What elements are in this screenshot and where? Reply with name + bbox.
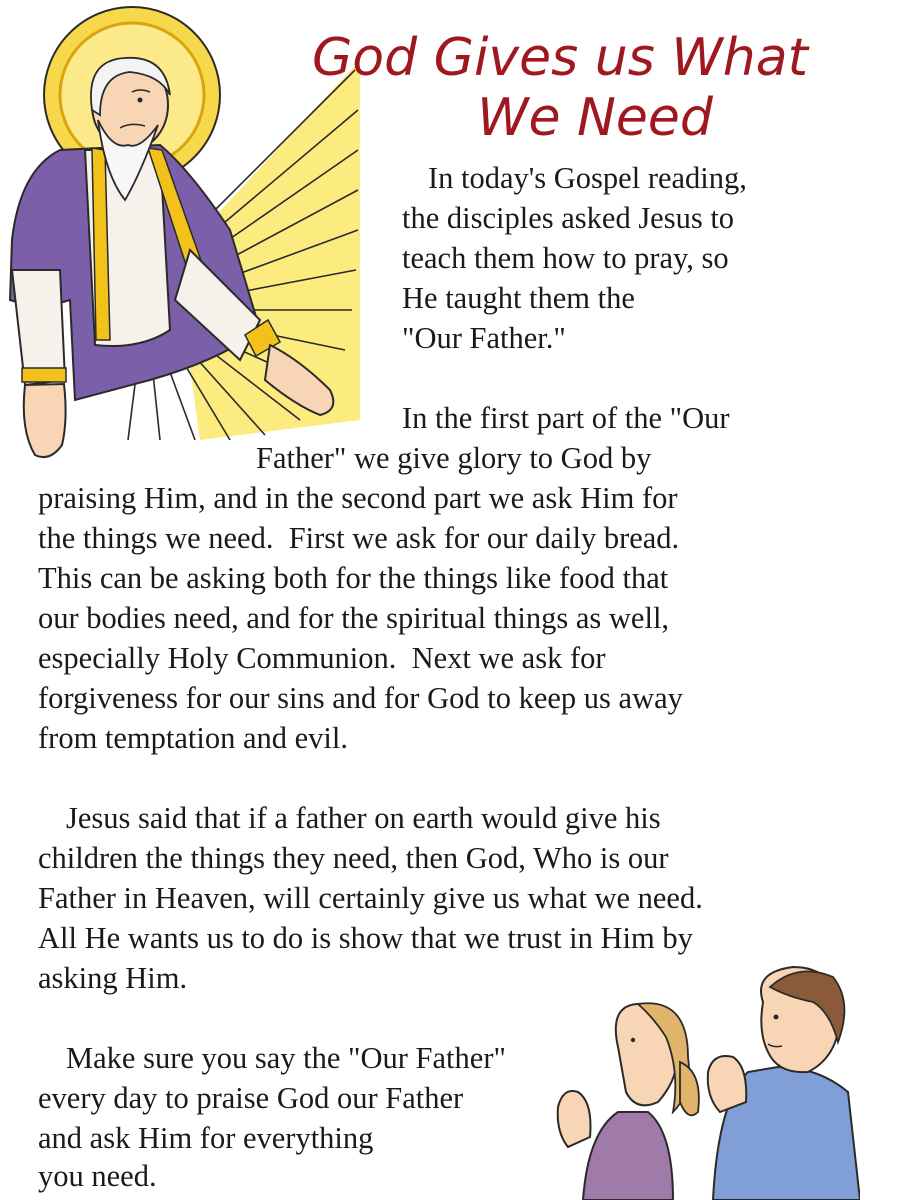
text-line: and ask Him for everything [38, 1121, 374, 1155]
praying-boy [708, 967, 860, 1200]
text-line: All He wants us to do is show that we trust in Him by [38, 921, 693, 955]
text-line: asking Him. [38, 961, 188, 995]
text-line: children the things they need, then God, Who is our [38, 841, 669, 875]
praying-girl [558, 1003, 699, 1200]
page-title-line-2: We Need [477, 88, 713, 148]
text-line: praising Him, and in the second part we ask Him for [38, 481, 678, 515]
text-line: He taught them the [402, 281, 635, 315]
text-line: "Our Father." [402, 321, 566, 355]
text-line: our bodies need, and for the spiritual things as well, [38, 601, 670, 635]
text-line: especially Holy Communion. Next we ask for [38, 641, 606, 675]
text-line: the things we need. First we ask for our daily bread. [38, 521, 680, 555]
text-line: Father" we give glory to God by [256, 441, 652, 475]
text-line: every day to praise God our Father [38, 1081, 464, 1115]
text-line: In the first part of the "Our [402, 401, 730, 435]
text-line: you need. [38, 1159, 157, 1193]
text-line: This can be asking both for the things like food that [38, 561, 669, 595]
page-title-line-1: God Gives us What [312, 28, 808, 88]
text-line: the disciples asked Jesus to [402, 201, 735, 235]
praying-children-illustration [548, 962, 860, 1200]
page-title [240, 28, 880, 148]
text-line: teach them how to pray, so [402, 241, 729, 275]
text-line: Make sure you say the "Our Father" [66, 1041, 506, 1075]
text-line: Father in Heaven, will certainly give us what we need. [38, 881, 703, 915]
text-line: from temptation and evil. [38, 721, 349, 755]
text-line: Jesus said that if a father on earth would give his [66, 801, 661, 835]
text-line: forgiveness for our sins and for God to keep us away [38, 681, 683, 715]
text-line: In today's Gospel reading, [428, 161, 747, 195]
